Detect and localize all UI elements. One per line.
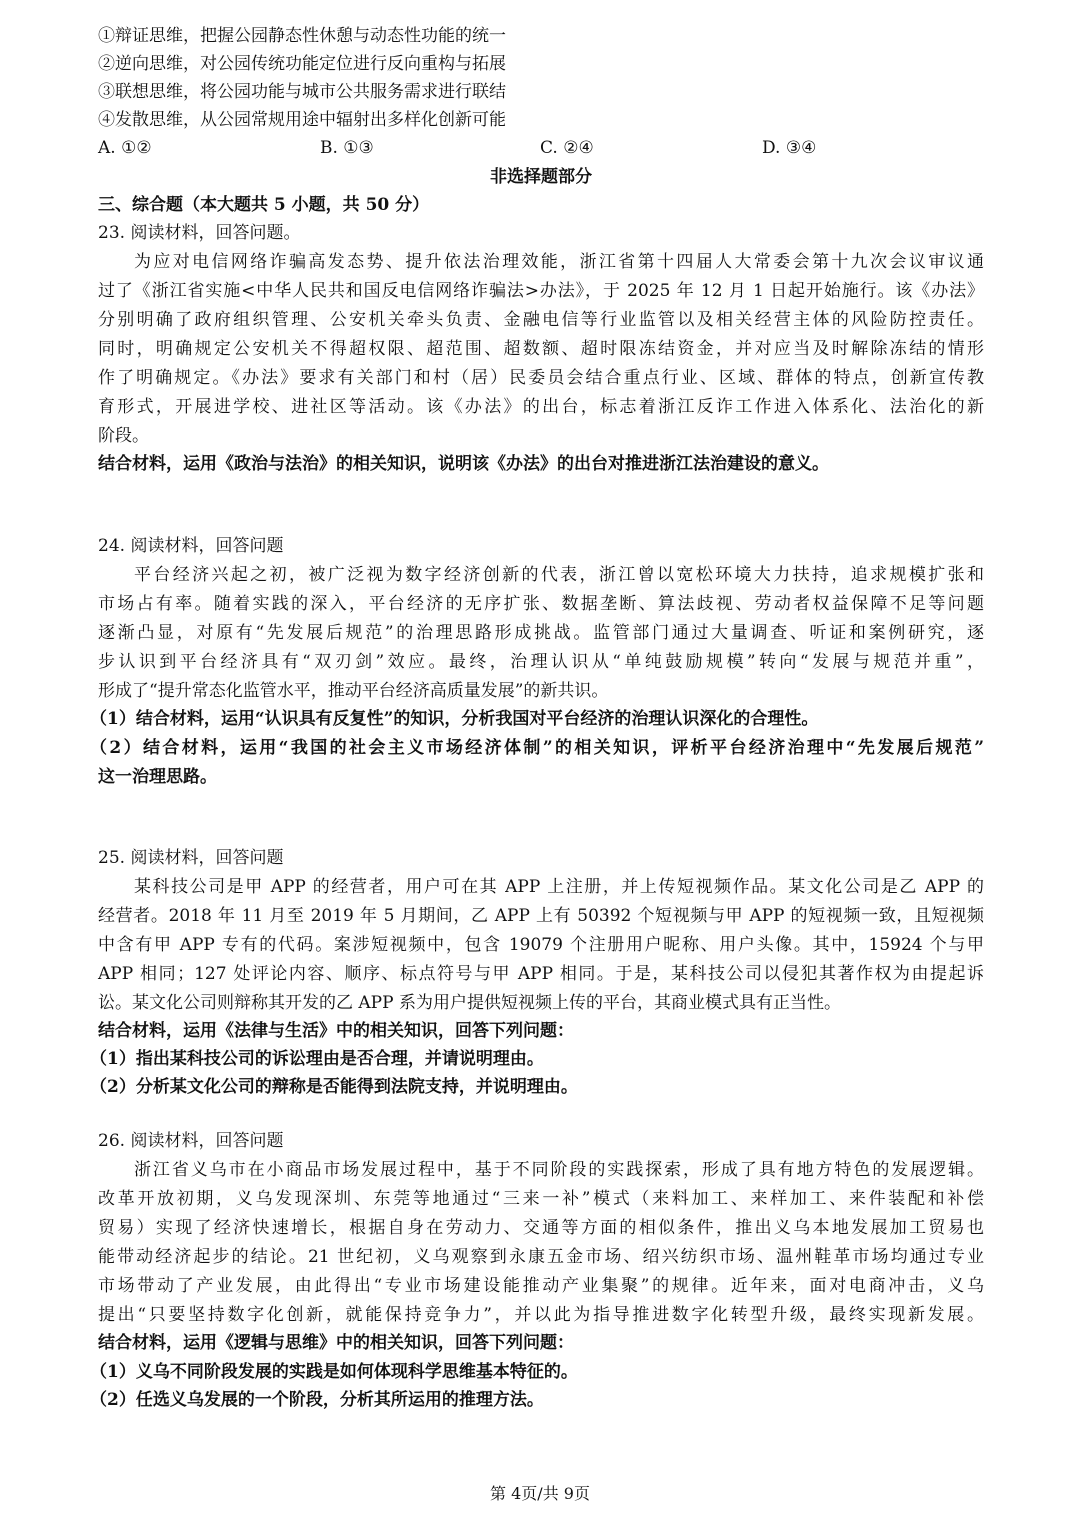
q23-line-3: 分别明确了政府组织管理、公安机关牵头负责、金融电信等行业监管以及相关经营主体的风险防控责任。 [98, 310, 984, 330]
q26-subquestion-1: （1）义乌不同阶段发展的实践是如何体现科学思维基本特征的。 [90, 1362, 578, 1382]
q26-question: 结合材料，运用《逻辑与思维》中的相关知识，回答下列问题： [98, 1333, 574, 1353]
q24-line-2: 市场占有率。随着实践的深入，平台经济的无序扩张、数据垄断、算法歧视、劳动者权益保障不足等问题 [98, 594, 984, 614]
q26-line-6: 提出“只要坚持数字化创新，就能保持竞争力”，并以此为指导推进数字化转型升级，最终实现新发展。 [98, 1305, 984, 1325]
q24-subquestion-2: （2）结合材料，运用“我国的社会主义市场经济体制”的相关知识，评析平台经济治理中“先发展后规范” [90, 738, 984, 758]
q26-line-1: 浙江省义乌市在小商品市场发展过程中，基于不同阶段的实践探索，形成了具有地方特色的发展逻辑。 [134, 1160, 984, 1180]
q25-line-1: 某科技公司是甲 APP 的经营者，用户可在其 APP 上注册，并上传短视频作品。某文化公司是乙 APP 的 [134, 877, 984, 897]
q26-subquestion-2: （2）任选义乌发展的一个阶段，分析其所运用的推理方法。 [90, 1390, 544, 1410]
q24-line-4: 步认识到平台经济具有“双刃剑”效应。最终，治理认识从“单纯鼓励规模”转向“发展与规范并重”， [98, 652, 984, 672]
q25-line-2: 经营者。2018 年 11 月至 2019 年 5 月期间，乙 APP 上有 50392 个短视频与甲 APP 的短视频一致，且短视频 [98, 906, 984, 926]
q23-line-4: 同时，明确规定公安机关不得超权限、超范围、超数额、超时限冻结资金，并对应当及时解除冻结的情形 [98, 339, 984, 359]
mc-option-a: A. ①② [98, 138, 152, 158]
section-title: 三、综合题（本大题共 5 小题，共 50 分） [98, 195, 430, 215]
q26-heading: 26. 阅读材料，回答问题 [98, 1131, 284, 1151]
q25-line-5: 讼。某文化公司则辩称其开发的乙 APP 系为用户提供短视频上传的平台，其商业模式具有正当性。 [98, 993, 841, 1013]
q24-line-3: 逐渐凸显，对原有“先发展后规范”的治理思路形成挑战。监管部门通过大量调查、听证和案例研究，逐 [98, 623, 984, 643]
q24-subquestion-2-cont: 这一治理思路。 [98, 767, 217, 787]
mc-statement-3: ③联想思维，将公园功能与城市公共服务需求进行联结 [98, 82, 506, 102]
q23-question: 结合材料，运用《政治与法治》的相关知识，说明该《办法》的出台对推进浙江法治建设的意义。 [98, 454, 829, 474]
q26-line-2: 改革开放初期，义乌发现深圳、东莞等地通过“三来一补”模式（来料加工、来样加工、来件装配和补偿 [98, 1189, 984, 1209]
q25-line-3: 中含有甲 APP 专有的代码。案涉短视频中，包含 19079 个注册用户昵称、用户头像。其中，15924 个与甲 [98, 935, 984, 955]
q23-line-7: 阶段。 [98, 426, 149, 446]
mc-statement-2: ②逆向思维，对公园传统功能定位进行反向重构与拓展 [98, 54, 506, 74]
q24-line-1: 平台经济兴起之初，被广泛视为数字经济创新的代表，浙江曾以宽松环境大力扶持，追求规模扩张和 [134, 565, 984, 585]
q24-line-5: 形成了“提升常态化监管水平，推动平台经济高质量发展”的新共识。 [98, 681, 609, 701]
part-title: 非选择题部分 [490, 167, 592, 187]
q25-line-4: APP 相同；127 处评论内容、顺序、标点符号与甲 APP 相同。于是，某科技公司以侵犯其著作权为由提起诉 [98, 964, 984, 984]
mc-option-b: B. ①③ [320, 138, 374, 158]
q23-heading: 23. 阅读材料，回答问题。 [98, 223, 301, 243]
mc-option-d: D. ③④ [762, 138, 817, 158]
q25-heading: 25. 阅读材料，回答问题 [98, 848, 284, 868]
q26-line-3: 贸易）实现了经济快速增长，根据自身在劳动力、交通等方面的相似条件，推出义乌本地发展加工贸易也 [98, 1218, 984, 1238]
q26-line-5: 市场带动了产业发展，由此得出“专业市场建设能推动产业集聚”的规律。近年来，面对电商冲击，义乌 [98, 1276, 984, 1296]
q24-subquestion-1: （1）结合材料，运用“认识具有反复性”的知识，分析我国对平台经济的治理认识深化的合理性。 [90, 709, 819, 729]
q25-question: 结合材料，运用《法律与生活》中的相关知识，回答下列问题： [98, 1021, 574, 1041]
mc-statement-1: ①辩证思维，把握公园静态性休憩与动态性功能的统一 [98, 26, 506, 46]
q25-subquestion-1: （1）指出某科技公司的诉讼理由是否合理，并请说明理由。 [90, 1049, 544, 1069]
q23-line-2: 过了《浙江省实施<中华人民共和国反电信网络诈骗法>办法》，于 2025 年 12 月 1 日起开始施行。该《办法》 [98, 281, 984, 301]
q23-line-1: 为应对电信网络诈骗高发态势、提升依法治理效能，浙江省第十四届人大常委会第十九次会议审议通 [134, 252, 984, 272]
page-number: 第 4页/共 9页 [490, 1484, 590, 1503]
q23-line-5: 作了明确规定。《办法》要求有关部门和村（居）民委员会结合重点行业、区域、群体的特点，创新宣传教 [98, 368, 984, 388]
mc-statement-4: ④发散思维，从公园常规用途中辐射出多样化创新可能 [98, 110, 506, 130]
q23-line-6: 育形式，开展进学校、进社区等活动。该《办法》的出台，标志着浙江反诈工作进入体系化、法治化的新 [98, 397, 984, 417]
mc-option-c: C. ②④ [540, 138, 594, 158]
q26-line-4: 能带动经济起步的结论。21 世纪初，义乌观察到永康五金市场、绍兴纺织市场、温州鞋革市场均通过专业 [98, 1247, 984, 1267]
q24-heading: 24. 阅读材料，回答问题 [98, 536, 284, 556]
q25-subquestion-2: （2）分析某文化公司的辩称是否能得到法院支持，并说明理由。 [90, 1077, 578, 1097]
